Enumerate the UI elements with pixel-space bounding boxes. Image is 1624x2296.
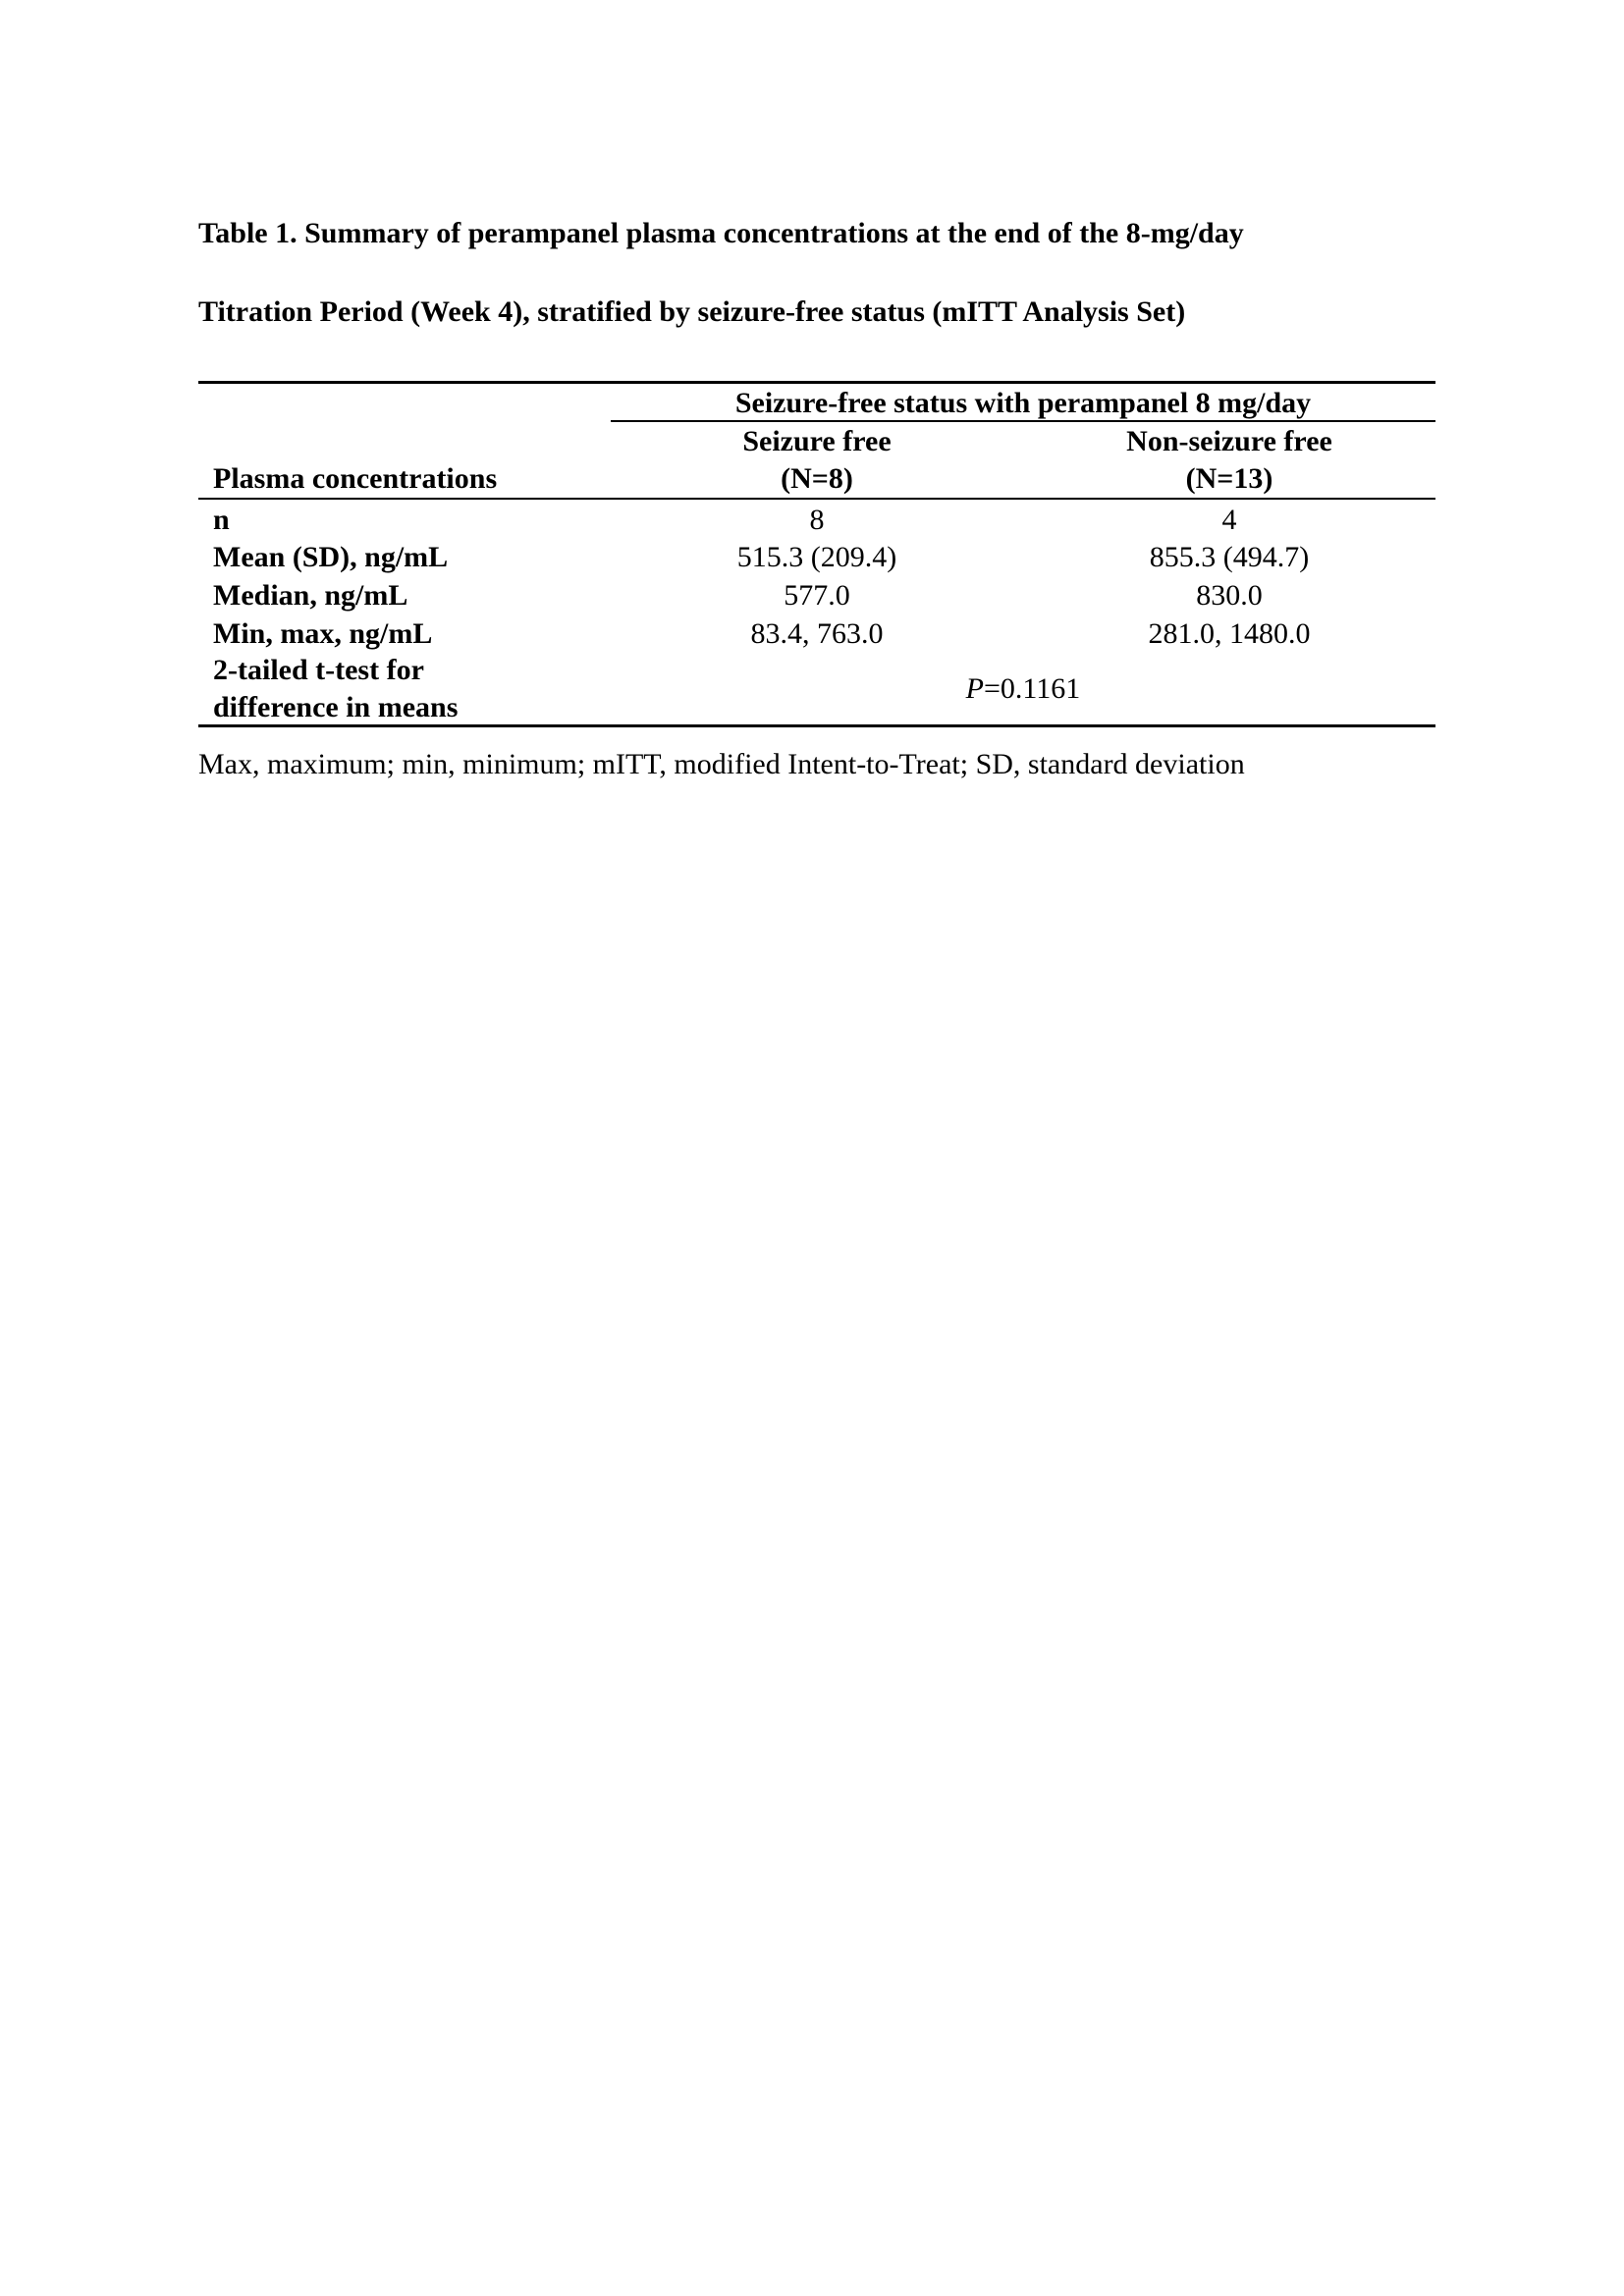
p-value-number: =0.1161 — [984, 672, 1081, 705]
column-header-non-seizure-free-n: (N=13) — [1185, 462, 1273, 495]
stub-header: Plasma concentrations — [213, 462, 498, 495]
p-value — [611, 670, 1435, 708]
table-cell: 855.3 (494.7) — [1149, 541, 1310, 573]
table-cell: 830.0 — [1196, 579, 1263, 612]
table-top-rule — [198, 381, 1435, 384]
row-label-line-2: difference in means — [213, 691, 459, 723]
table-cell: 83.4, 763.0 — [750, 617, 884, 650]
table-caption-line-1: Table 1. Summary of perampanel plasma concentrations at the end of the 8-mg/day — [198, 217, 1244, 249]
table-cell: 515.3 (209.4) — [736, 541, 897, 573]
column-spanner-header: Seizure-free status with perampanel 8 mg/day — [734, 387, 1312, 419]
column-header-seizure-free: Seizure free — [742, 425, 892, 457]
table-cell: 577.0 — [784, 579, 850, 612]
table-caption-line-2: Titration Period (Week 4), stratified by seizure-free status (mITT Analysis Set) — [198, 295, 1186, 328]
spanner-rule — [611, 420, 1435, 422]
header-rule — [198, 498, 1435, 500]
table-bottom-rule — [198, 724, 1435, 727]
table-footnote: Max, maximum; min, minimum; mITT, modified Intent-to-Treat; SD, standard deviation — [198, 748, 1245, 780]
row-label: Min, max, ng/mL — [213, 617, 433, 650]
row-label-line-1: 2-tailed t-test for — [213, 654, 424, 686]
table-cell: 4 — [1221, 504, 1237, 536]
row-label: n — [213, 504, 230, 536]
row-label: Mean (SD), ng/mL — [213, 541, 449, 573]
row-label: Median, ng/mL — [213, 579, 408, 612]
table-cell: 8 — [809, 504, 825, 536]
column-header-non-seizure-free: Non-seizure free — [1126, 425, 1332, 457]
table-cell: 281.0, 1480.0 — [1148, 617, 1311, 650]
p-symbol: P — [965, 672, 984, 705]
column-header-seizure-free-n: (N=8) — [781, 462, 853, 495]
